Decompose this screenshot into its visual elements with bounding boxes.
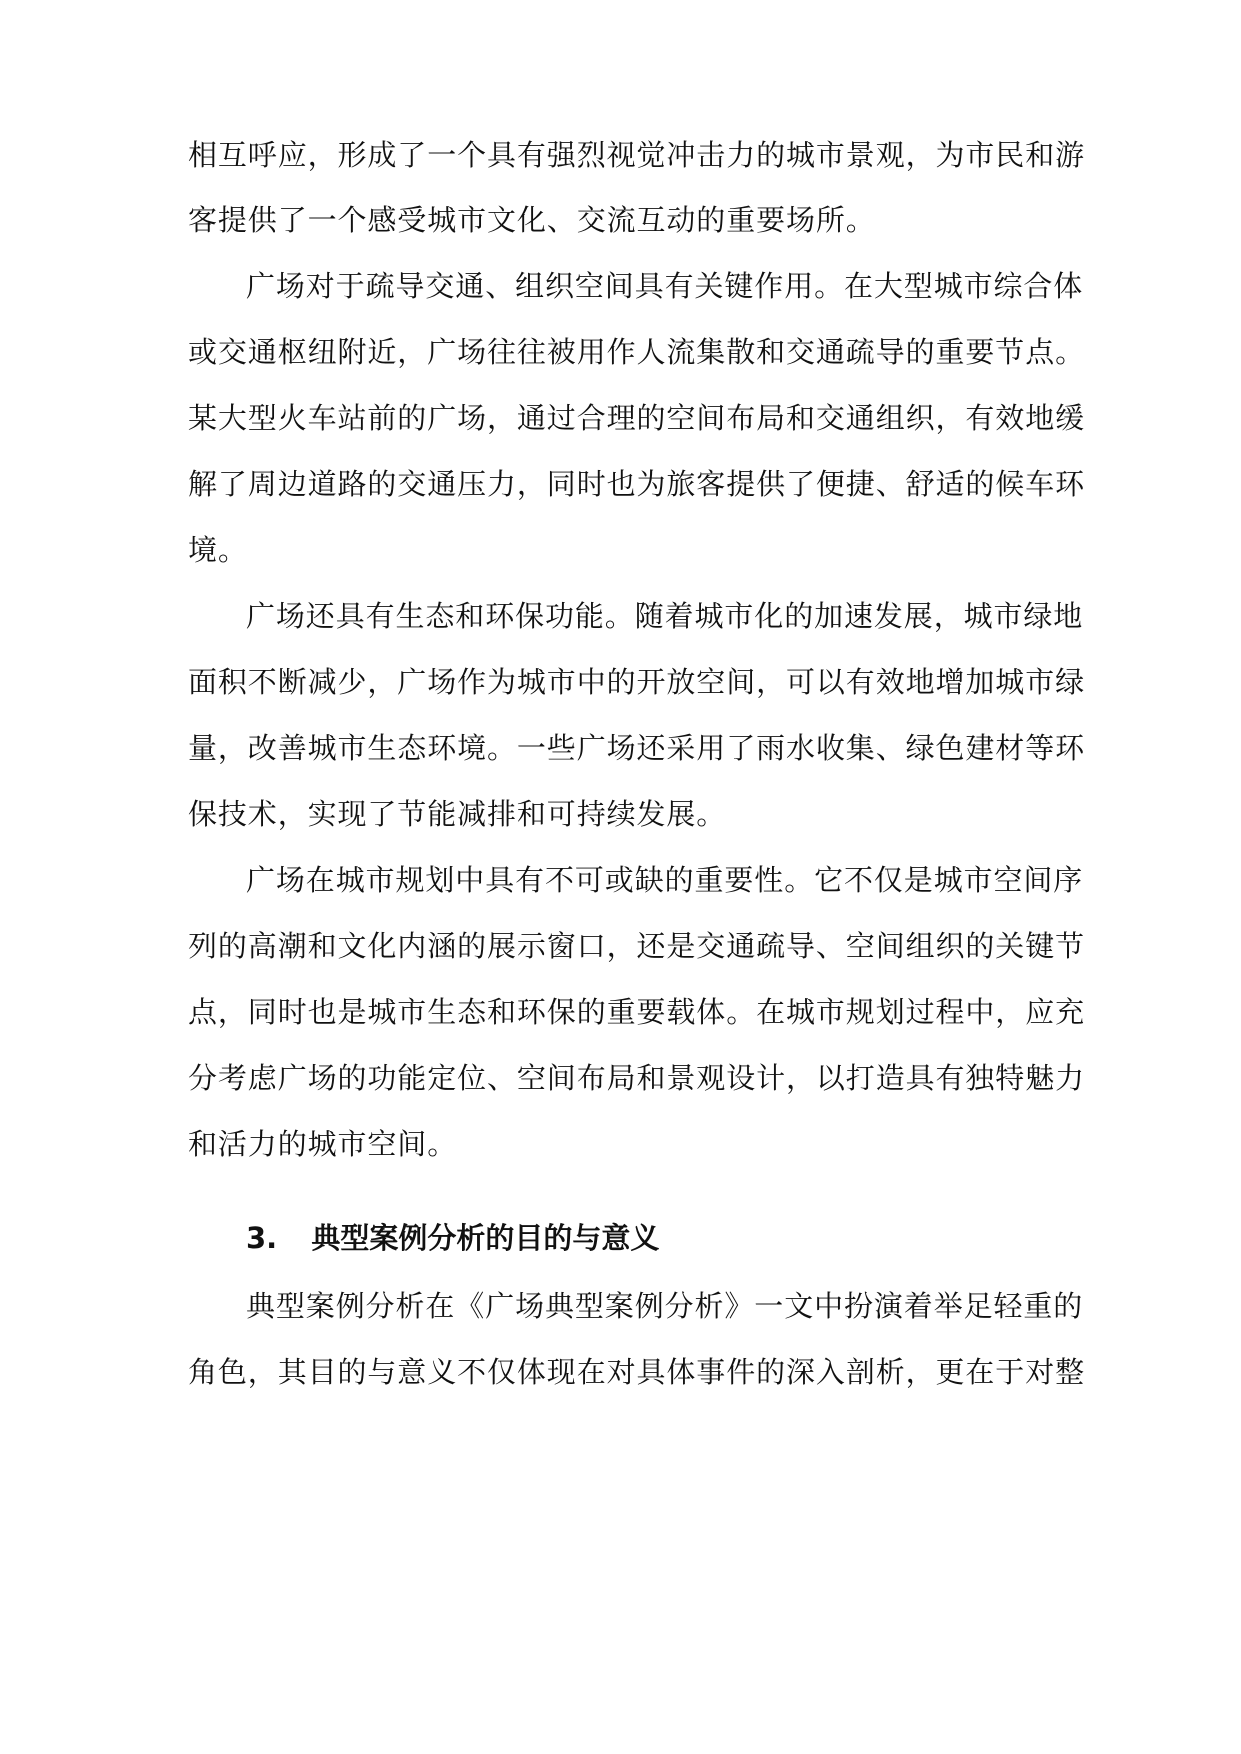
paragraph-2-line-5: 境。 [188,533,248,567]
paragraph-3-line-1: 广场还具有生态和环保功能。随着城市化的加速发展，城市绿地 [246,599,1084,633]
paragraph-2-line-3: 某大型火车站前的广场，通过合理的空间布局和交通组织，有效地缓 [188,401,1086,435]
paragraph-3-line-3: 量，改善城市生态环境。一些广场还采用了雨水收集、绿色建材等环 [188,731,1086,765]
paragraph-2-line-4: 解了周边道路的交通压力，同时也为旅客提供了便捷、舒适的候车环 [188,467,1086,501]
paragraph-4-line-4: 分考虑广场的功能定位、空间布局和景观设计，以打造具有独特魅力 [188,1061,1086,1095]
paragraph-4-line-3: 点，同时也是城市生态和环保的重要载体。在城市规划过程中，应充 [188,995,1086,1029]
paragraph-2-line-1: 广场对于疏导交通、组织空间具有关键作用。在大型城市综合体 [246,269,1084,303]
paragraph-1-line-1: 相互呼应，形成了一个具有强烈视觉冲击力的城市景观，为市民和游 [188,138,1086,172]
paragraph-3-line-4: 保技术，实现了节能减排和可持续发展。 [188,797,727,831]
paragraph-1-line-2: 客提供了一个感受城市文化、交流互动的重要场所。 [188,203,876,237]
paragraph-4-line-5: 和活力的城市空间。 [188,1127,458,1161]
paragraph-2-line-2: 或交通枢纽附近，广场往往被用作人流集散和交通疏导的重要节点。 [188,335,1086,369]
paragraph-3-line-2: 面积不断减少，广场作为城市中的开放空间，可以有效地增加城市绿 [188,665,1086,699]
final-paragraph-line-2: 角色，其目的与意义不仅体现在对具体事件的深入剖析，更在于对整 [188,1355,1086,1389]
paragraph-4-line-1: 广场在城市规划中具有不可或缺的重要性。它不仅是城市空间序 [246,863,1084,897]
paragraph-4-line-2: 列的高潮和文化内涵的展示窗口，还是交通疏导、空间组织的关键节 [188,929,1086,963]
final-paragraph-line-1: 典型案例分析在《广场典型案例分析》一文中扮演着举足轻重的 [246,1289,1084,1323]
section-heading [246,1218,659,1258]
section-number: 3. [246,1221,278,1255]
section-title: 典型案例分析的目的与意义 [311,1221,660,1255]
